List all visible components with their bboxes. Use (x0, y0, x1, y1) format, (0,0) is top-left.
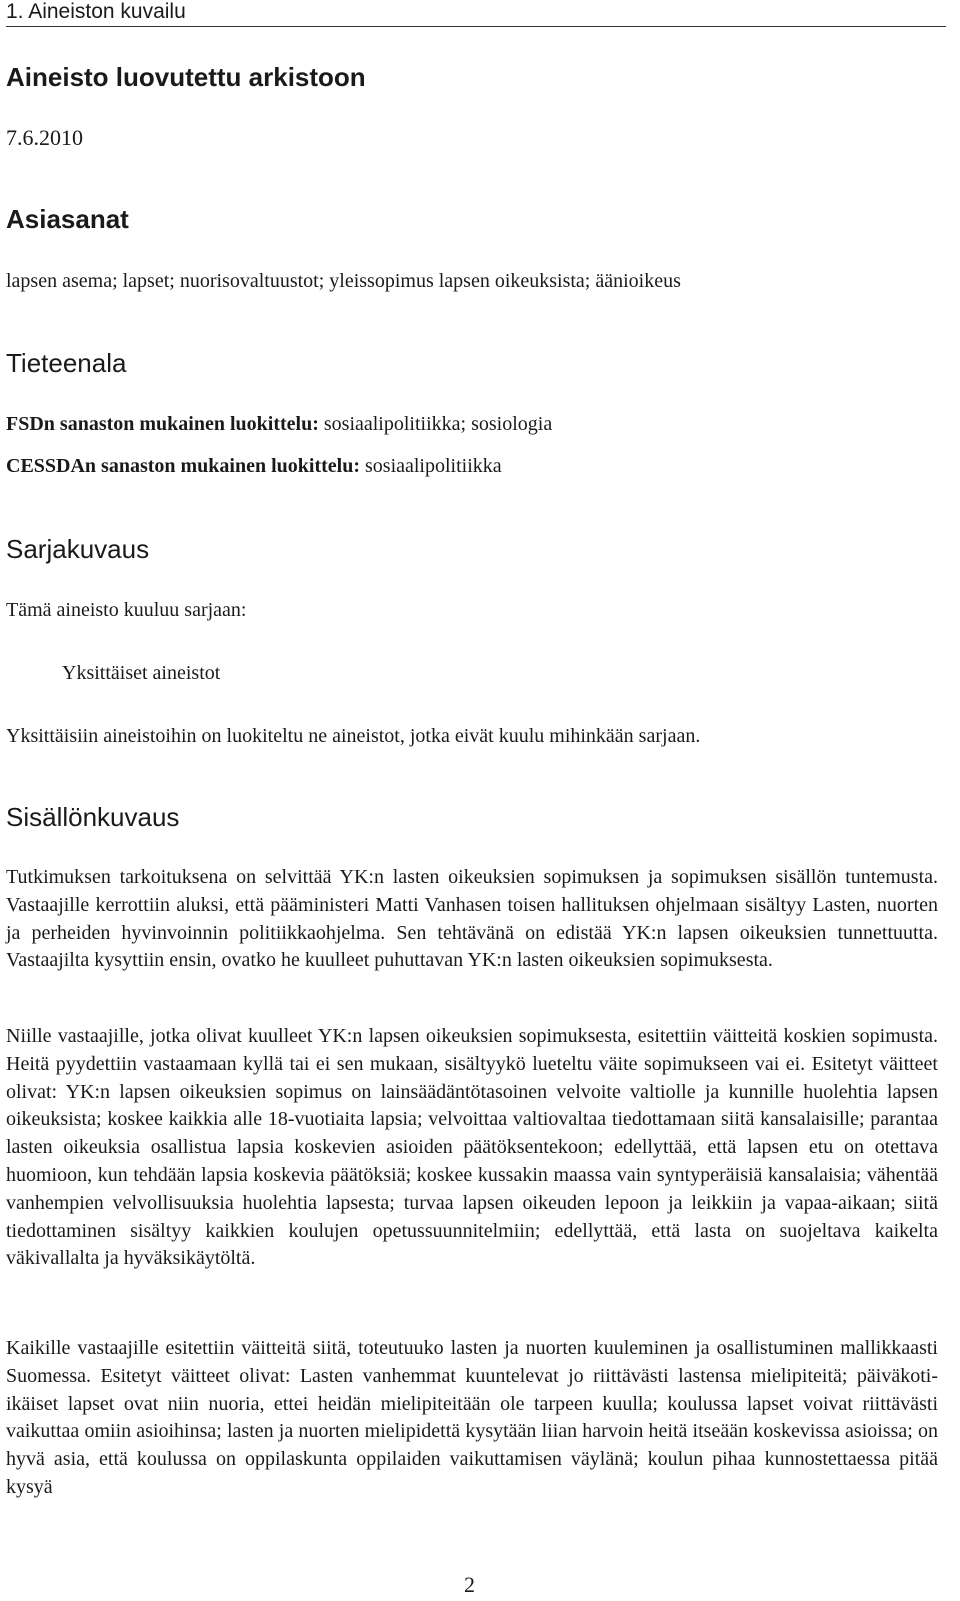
page-number: 2 (464, 1572, 475, 1597)
content-paragraph-2: Niille vastaajille, jotka olivat kuulleet YK:n lapsen oikeuksien sopimuksesta, esitettiin väitteitä koskien sopimusta. Heitä pyydettiin vastaamaan kyllä tai ei sen mukaan, sisältyykö lueteltu väite sopimukseen vai ei. Esitetyt väitteet olivat: YK:n lapsen oikeuksien sopimus on lainsäädäntötasoinen velvoite valtiolle ja kunnille huolehtia lapsen oikeuksista; koskee kaikkia alle 18-vuotiaita lapsia; velvoittaa valtiovaltaa tiedottamaan siitä kansalaisille; parantaa lasten oikeuksia osallistua lapsia koskevien asioiden päätöksentekoon; edellyttää, että lapsen etu on otettava huomioon, kun tehdään lapsia koskevia päätöksiä; koskee kussakin maassa vain syntyperäisiä kansalaisia; vähentää vanhempien velvollisuuksia huolehtia lapsesta; turvaa lapsen oikeuden lepoon ja leikkiin ja vapaa-aikaan; siitä tiedottaminen sisältyy kaikkien koulujen opetussuunnitelmiin; edellyttää, että lasta on suojeltava kaikelta väkivallalta ja hyväksikäytöltä. (6, 1025, 938, 1270)
fsd-classification (6, 411, 552, 437)
keywords-heading: Asiasanat (6, 204, 129, 234)
archive-heading: Aineisto luovutettu arkistoon (6, 62, 366, 92)
cessda-classification (6, 453, 502, 479)
series-intro: Tämä aineisto kuuluu sarjaan: (6, 599, 247, 621)
content-paragraph-3: Kaikille vastaajille esitettiin väitteitä siitä, toteutuuko lasten ja nuorten kuuleminen ja osallistuminen mallikkaasti Suomessa. Esitetyt väitteet olivat: Lasten vanhemmat kuuntelevat jo riittävästi lastensa mielipiteitä; päiväkoti-ikäiset lapset ovat niin nuoria, ettei heidän mielipiteitään ole tarpeen kuulla; koulussa lapset voivat riittävästi vaikuttaa omiin asioihinsa; lasten ja nuorten mielipidettä kysytään liian harvoin heitä itseään koskevissa asioissa; on hyvä asia, että koulussa on oppilaskunta oppilaiden vaikuttamisen väylänä; koulun pihaa kunnostettaessa pitää kysyä (6, 1337, 938, 1498)
fsd-classification-label: FSDn sanaston mukainen luokittelu: (6, 413, 319, 435)
archive-date: 7.6.2010 (6, 125, 83, 150)
content-heading: Sisällönkuvaus (6, 802, 180, 832)
keywords-text: lapsen asema; lapset; nuorisovaltuustot; yleissopimus lapsen oikeuksista; äänioikeus (6, 270, 681, 292)
fsd-classification-value: sosiaalipolitiikka; sosiologia (323, 413, 553, 435)
field-heading: Tieteenala (6, 348, 127, 378)
running-header-title: 1. Aineiston kuvailu (6, 0, 186, 23)
series-description: Yksittäisiin aineistoihin on luokiteltu ne aineistot, jotka eivät kuulu mihinkään sarjaan. (6, 725, 701, 747)
cessda-classification-label: CESSDAn sanaston mukainen luokittelu: (6, 455, 360, 477)
series-name: Yksittäiset aineistot (62, 662, 221, 684)
series-heading: Sarjakuvaus (6, 534, 150, 564)
content-paragraph-1: Tutkimuksen tarkoituksena on selvittää YK:n lasten oikeuksien sopimuksen ja sopimuksen sisällön tuntemusta. Vastaajille kerrottiin aluksi, että pääministeri Matti Vanhasen toisen hallituksen ohjelmaan sisältyy Lasten, nuorten ja perheiden hyvinvoinnin politiikkaohjelma. Sen tehtävänä on edistää YK:n lapsen oikeuksien tunnettuutta. Vastaajilta kysyttiin ensin, ovatko he kuulleet puhuttavan YK:n lasten oikeuksien sopimuksesta. (6, 866, 938, 972)
cessda-classification-value: sosiaalipolitiikka (365, 455, 502, 477)
running-header (6, 0, 946, 27)
